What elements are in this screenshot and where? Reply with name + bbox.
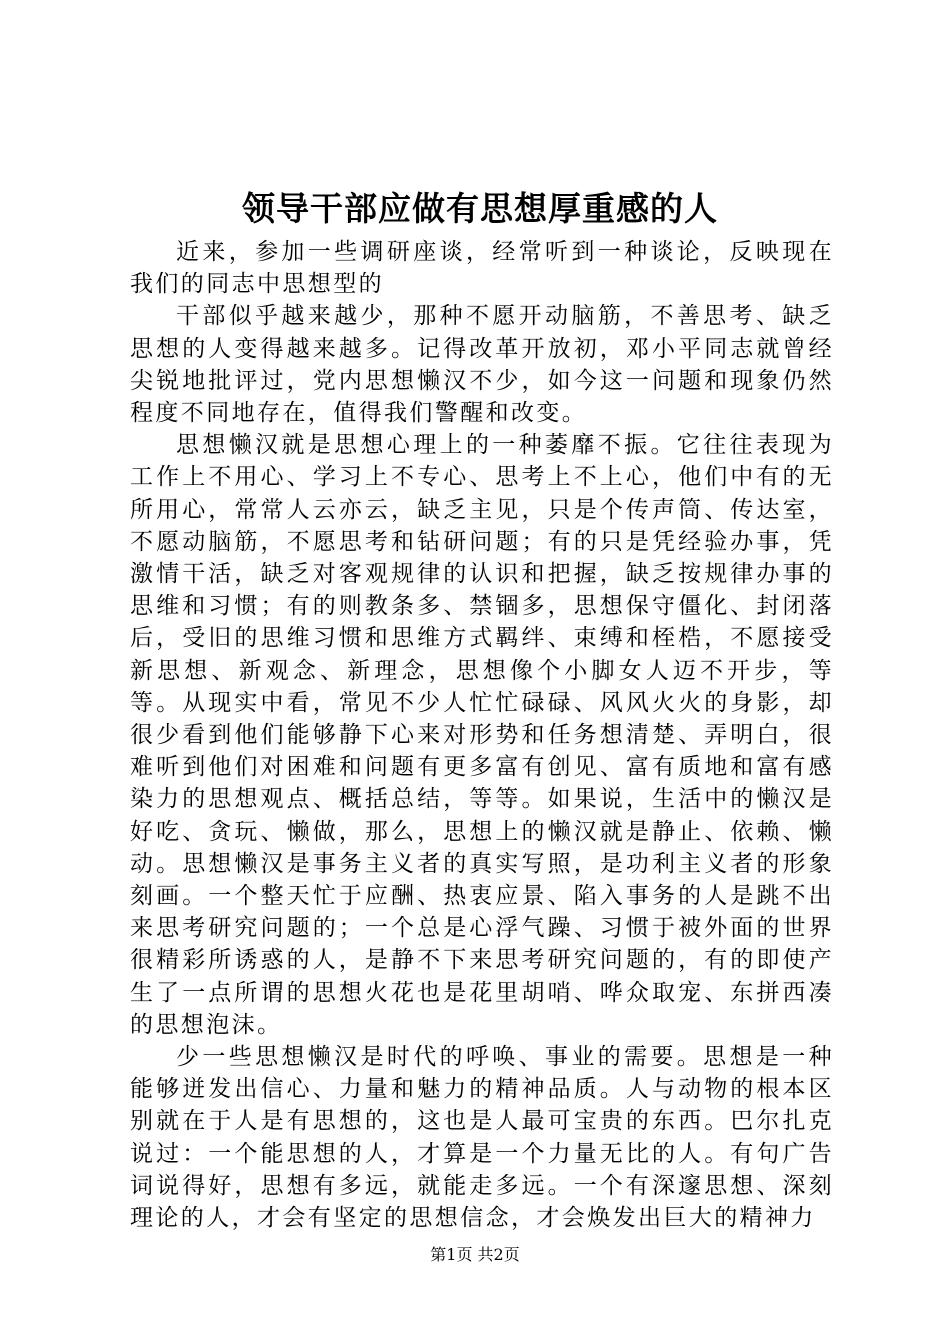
paragraph-3: 思想懒汉就是思想心理上的一种萎靡不振。它往往表现为工作上不用心、学习上不专心、思考上不上心，他们中有的无所用心，常常人云亦云，缺乏主见，只是个传声筒、传达室，不愿动脑筋，不愿思考和钻研问题；有的只是凭经验办事，凭激情干活，缺乏对客观规律的认识和把握，缺乏按规律办事的思维和习惯；有的则教条多、禁锢多，思想保守僵化、封闭落后，受旧的思维习惯和思维方式羁绊、束缚和桎梏，不愿接受新思想、新观念、新理念，思想像个小脚女人迈不开步，等等。从现实中看，常见不少人忙忙碌碌、风风火火的身影，却很少看到他们能够静下心来对形势和任务想清楚、弄明白，很难听到他们对困难和问题有更多富有创见、富有质地和富有感染力的思想观点、概括总结，等等。如果说，生活中的懒汉是好吃、贪玩、懒做，那么，思想上的懒汉就是静止、依赖、懒动。思想懒汉是事务主义者的真实写照，是功利主义者的形象刻画。一个整天忙于应酬、热衷应景、陷入事务的人是跳不出来思考研究问题的；一个总是心浮气躁、习惯于被外面的世界很精彩所诱惑的人，是静不下来思考研究问题的，有的即使产生了一点所谓的思想火花也是花里胡哨、哗众取宠、东拼西凑的思想泡沫。 [130, 432, 834, 1038]
page-footer: 第1页 共2页 [430, 1245, 520, 1264]
document-body [130, 236, 834, 1234]
paragraph-4: 少一些思想懒汉是时代的呼唤、事业的需要。思想是一种能够迸发出信心、力量和魅力的精神品质。人与动物的根本区别就在于人是有思想的，这也是人最可宝贵的东西。巴尔扎克说过：一个能思想的人，才算是一个力量无比的人。有句广告词说得好，思想有多远，就能走多远。一个有深邃思想、深刻理论的人，才会有坚定的思想信念，才会焕发出巨大的精神力 [130, 1044, 834, 1232]
document-title: 领导干部应做有思想厚重感的人 [242, 189, 718, 228]
paragraph-1: 近来，参加一些调研座谈，经常听到一种谈论，反映现在我们的同志中思想型的 [130, 239, 834, 298]
paragraph-2: 干部似乎越来越少，那种不愿开动脑筋，不善思考、缺乏思想的人变得越来越多。记得改革开放初，邓小平同志就曾经尖锐地批评过，党内思想懒汉不少，如今这一问题和现象仍然程度不同地存在，值得我们警醒和改变。 [130, 303, 834, 427]
